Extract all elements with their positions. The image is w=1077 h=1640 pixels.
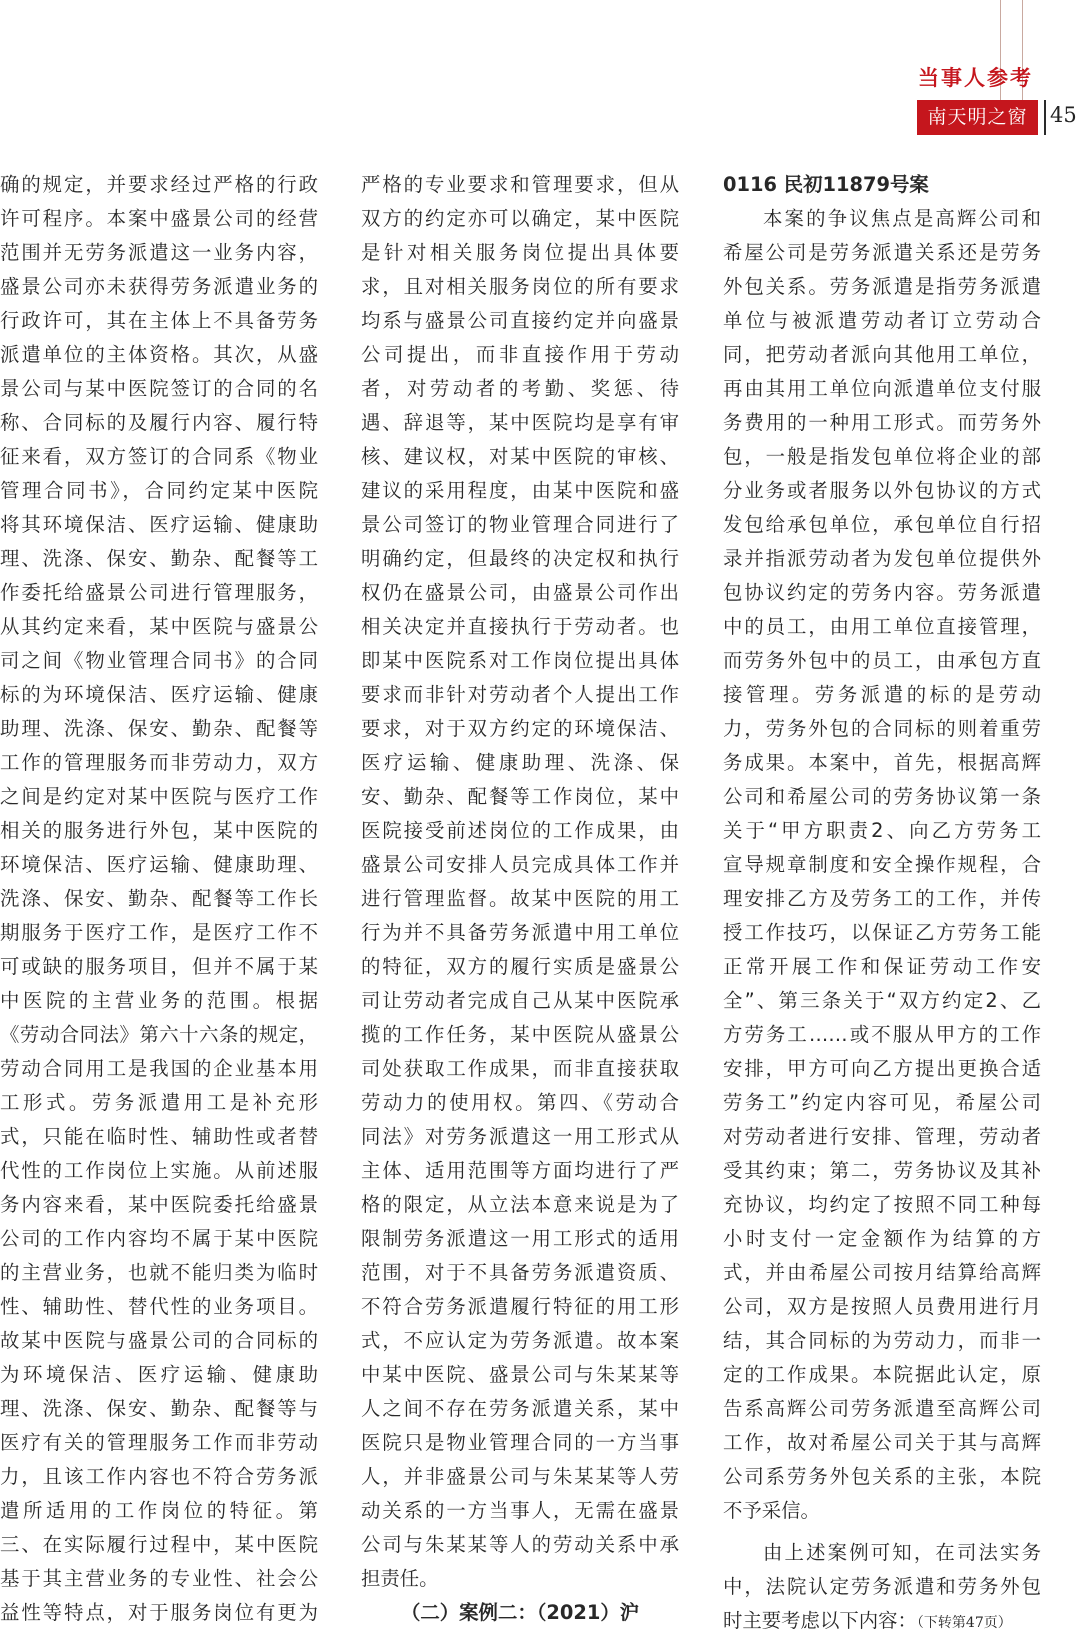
text-line: 而劳务外包中的员工，由承包方直 (723, 649, 1041, 672)
text-line: 再由其用工单位向派遣单位支付服 (723, 377, 1041, 400)
text-line: 环境保洁、医疗运输、健康助理、 (0, 853, 318, 876)
page-number: 45 (1050, 103, 1077, 127)
text-line: 正常开展工作和保证劳动工作安 (723, 955, 1041, 978)
text-line: 限制劳务派遣这一用工形式的适用 (361, 1227, 679, 1250)
text-line: 性、辅助性、替代性的业务项目。 (0, 1295, 318, 1318)
text-line: 受其约束；第二，劳务协议及其补 (723, 1159, 1041, 1182)
text-line: 中的员工，由用工单位直接管理， (723, 615, 1041, 638)
text-line: 权仍在盛景公司，由盛景公司作出 (361, 581, 679, 604)
text-line: 同法》对劳务派遣这一用工形式从 (361, 1125, 679, 1148)
text-line: 理、洗涤、保安、勤杂、配餐等工 (0, 547, 318, 570)
text-line: 双方的约定亦可以确定，某中医院 (361, 207, 679, 230)
text-line: 医院只是物业管理合同的一方当事 (361, 1431, 679, 1454)
text-line: 揽的工作任务，某中医院从盛景公 (361, 1023, 679, 1046)
paragraph-gap (723, 1528, 1041, 1536)
text-line: 求，且对相关服务岗位的所有要求 (361, 275, 679, 298)
text-line: 司之间《物业管理合同书》的合同 (0, 649, 318, 672)
text-line: 劳务工”约定内容可见，希屋公司 (723, 1091, 1041, 1114)
text-line: 故某中医院与盛景公司的合同标的 (0, 1329, 318, 1352)
text-line: 相关的服务进行外包，某中医院的 (0, 819, 318, 842)
text-line: 方劳务工……或不服从甲方的工作 (723, 1023, 1041, 1046)
text-line: 医疗有关的管理服务工作而非劳动 (0, 1431, 318, 1454)
text-line: 助理、洗涤、保安、勤杂、配餐等 (0, 717, 318, 740)
text-line: 核、建议权，对某中医院的审核、 (361, 445, 679, 468)
text-line: 劳动力的使用权。第四、《劳动合 (361, 1091, 679, 1114)
text-line: 安排，甲方可向乙方提出更换合适 (723, 1057, 1041, 1080)
text-line: 进行管理监督。故某中医院的用工 (361, 887, 679, 910)
text-line: 公司提出，而非直接作用于劳动 (361, 343, 679, 366)
text-column-right (723, 168, 1041, 1638)
text-line: 相关决定并直接执行于劳动者。也 (361, 615, 679, 638)
text-line: 同，把劳动者派向其他用工单位， (723, 343, 1041, 366)
text-line: 录并指派劳动者为发包单位提供外 (723, 547, 1041, 570)
text-line: 公司和希屋公司的劳务协议第一条 (723, 785, 1041, 808)
text-line: 景公司与某中医院签订的合同的名 (0, 377, 318, 400)
case-heading: （二）案例二：（2021）沪 (401, 1601, 640, 1624)
case-number: 0116 民初11879号案 (723, 173, 929, 196)
continued-note: （下转第47页） (916, 1615, 1012, 1631)
text-line: 建议的采用程度，由某中医院和盛 (361, 479, 679, 502)
text-line: 要求，对于双方约定的环境保洁、 (361, 717, 679, 740)
text-line: 是针对相关服务岗位提出具体要 (361, 241, 679, 264)
text-line: 对劳动者进行安排、管理，劳动者 (723, 1125, 1041, 1148)
text-line: 景公司签订的物业管理合同进行了 (361, 513, 679, 536)
text-line: 由上述案例可知，在司法实务 (763, 1541, 1041, 1564)
text-line: 授工作技巧，以保证乙方劳务工能 (723, 921, 1041, 944)
text-line: 不符合劳务派遣履行特征的用工形 (361, 1295, 679, 1318)
text-line: 可或缺的服务项目，但并不属于某 (0, 955, 318, 978)
text-line: 力，劳务外包的合同标的则着重劳 (723, 717, 1041, 740)
text-line: 益性等特点，对于服务岗位有更为 (0, 1601, 318, 1624)
text-line: 之间是约定对某中医院与医疗工作 (0, 785, 318, 808)
text-line: 工作，故对希屋公司关于其与高辉 (723, 1431, 1041, 1454)
text-line: 三、在实际履行过程中，某中医院 (0, 1533, 318, 1556)
text-line: 理、洗涤、保安、勤杂、配餐等与 (0, 1397, 318, 1420)
text-line: 《劳动合同法》第六十六条的规定， (0, 1023, 318, 1046)
text-line: 的主营业务，也就不能归类为临时 (0, 1261, 318, 1284)
text-line: 劳动合同用工是我国的企业基本用 (0, 1057, 318, 1080)
text-line: 中，法院认定劳务派遣和劳务外包 (723, 1575, 1041, 1598)
text-line (723, 1604, 1041, 1638)
text-line: 明确约定，但最终的决定权和执行 (361, 547, 679, 570)
text-line: 公司系劳务外包关系的主张，本院 (723, 1465, 1041, 1488)
text-line: 范围，对于不具备劳务派遣资质、 (361, 1261, 679, 1284)
text-line: 许可程序。本案中盛景公司的经营 (0, 207, 318, 230)
text-line: 行为并不具备劳务派遣中用工单位 (361, 921, 679, 944)
text-line: 理安排乙方及劳务工的工作，并传 (723, 887, 1041, 910)
text-line: 发包给承包单位，承包单位自行招 (723, 513, 1041, 536)
text-line: 洗涤、保安、勤杂、配餐等工作长 (0, 887, 318, 910)
text-line: 即某中医院系对工作岗位提出具体 (361, 649, 679, 672)
text-line: 全”、第三条关于“双方约定2、乙 (723, 989, 1041, 1012)
text-line: 医院接受前述岗位的工作成果，由 (361, 819, 679, 842)
text-line: 定的工作成果。本院据此认定，原 (723, 1363, 1041, 1386)
text-line: 人之间不存在劳务派遣关系，某中 (361, 1397, 679, 1420)
text-line: 代性的工作岗位上实施。从前述服 (0, 1159, 318, 1182)
text-line: 关于“甲方职责2、向乙方劳务工 (723, 819, 1041, 842)
text-line: 式，并由希屋公司按月结算给高辉 (723, 1261, 1041, 1284)
text-line: 严格的专业要求和管理要求，但从 (361, 173, 679, 196)
text-line: 外包关系。劳务派遣是指劳务派遣 (723, 275, 1041, 298)
text-line: 医疗运输、健康助理、洗涤、保 (361, 751, 679, 774)
text-line: 安、勤杂、配餐等工作岗位，某中 (361, 785, 679, 808)
text-column-middle (361, 168, 679, 1630)
text-line: 希屋公司是劳务派遣关系还是劳务 (723, 241, 1041, 264)
text-line: 务成果。本案中，首先，根据高辉 (723, 751, 1041, 774)
text-line: 工作的管理服务而非劳动力，双方 (0, 751, 318, 774)
text-line: 派遣单位的主体资格。其次，从盛 (0, 343, 318, 366)
text-line: 司处获取工作成果，而非直接获取 (361, 1057, 679, 1080)
text-line: 充协议，均约定了按照不同工种每 (723, 1193, 1041, 1216)
text-line: 将其环境保洁、医疗运输、健康助 (0, 513, 318, 536)
text-line: 确的规定，并要求经过严格的行政 (0, 173, 318, 196)
text-line: 称、合同标的及履行内容、履行特 (0, 411, 318, 434)
text-line: 从其约定来看，某中医院与盛景公 (0, 615, 318, 638)
text-line: 的特征，双方的履行实质是盛景公 (361, 955, 679, 978)
text-line: 为环境保洁、医疗运输、健康助 (0, 1363, 318, 1386)
text-line: 司让劳动者完成自己从某中医院承 (361, 989, 679, 1012)
section-label: 南天明之窗 (917, 100, 1038, 135)
text-line: 告系高辉公司劳务派遣至高辉公司 (723, 1397, 1041, 1420)
text-line: 遣所适用的工作岗位的特征。第 (0, 1499, 318, 1522)
text-line: 基于其主营业务的专业性、社会公 (0, 1567, 318, 1590)
text-line: 人，并非盛景公司与朱某某等人劳 (361, 1465, 679, 1488)
text-line: 公司的工作内容均不属于某中医院 (0, 1227, 318, 1250)
text-line: 征来看，双方签订的合同系《物业 (0, 445, 318, 468)
text-line: 不予采信。 (723, 1499, 820, 1522)
text-line: 力，且该工作内容也不符合劳务派 (0, 1465, 318, 1488)
text-line: 主体、适用范围等方面均进行了严 (361, 1159, 679, 1182)
text-line: 盛景公司亦未获得劳务派遣业务的 (0, 275, 318, 298)
text-line: 公司，双方是按照人员费用进行月 (723, 1295, 1041, 1318)
text-column-left (0, 168, 318, 1630)
text-line: 担责任。 (361, 1567, 439, 1590)
text-line: 包，一般是指发包单位将企业的部 (723, 445, 1041, 468)
text-line: 接管理。劳务派遣的标的是劳动 (723, 683, 1041, 706)
text-line: 均系与盛景公司直接约定并向盛景 (361, 309, 679, 332)
text-line: 遇、辞退等，某中医院均是享有审 (361, 411, 679, 434)
text-line: 要求而非针对劳动者个人提出工作 (361, 683, 679, 706)
text-line: 务内容来看，某中医院委托给盛景 (0, 1193, 318, 1216)
text-line: 小时支付一定金额作为结算的方 (723, 1227, 1041, 1250)
text-line: 务费用的一种用工形式。而劳务外 (723, 411, 1041, 434)
text-line: 分业务或者服务以外包协议的方式 (723, 479, 1041, 502)
text-line: 结，其合同标的为劳动力，而非一 (723, 1329, 1041, 1352)
text-line: 管理合同书》，合同约定某中医院 (0, 479, 318, 502)
text-line: 期服务于医疗工作，是医疗工作不 (0, 921, 318, 944)
text-line: 范围并无劳务派遣这一业务内容， (0, 241, 318, 264)
magazine-title: 当事人参考 (918, 66, 1033, 90)
text-line: 中某中医院、盛景公司与朱某某等 (361, 1363, 679, 1386)
text-line: 包协议约定的劳务内容。劳务派遣 (723, 581, 1041, 604)
text-line: 动关系的一方当事人，无需在盛景 (361, 1499, 679, 1522)
text-line: 工形式。劳务派遣用工是补充形 (0, 1091, 318, 1114)
text-line: 作委托给盛景公司进行管理服务， (0, 581, 318, 604)
text-line-content: 时主要考虑以下内容： (723, 1609, 917, 1632)
text-line: 盛景公司安排人员完成具体工作并 (361, 853, 679, 876)
text-line: 行政许可，其在主体上不具备劳务 (0, 309, 318, 332)
text-line: 式，不应认定为劳务派遣。故本案 (361, 1329, 679, 1352)
text-line: 式，只能在临时性、辅助性或者替 (0, 1125, 318, 1148)
text-line: 公司与朱某某等人的劳动关系中承 (361, 1533, 679, 1556)
text-line: 格的限定，从立法本意来说是为了 (361, 1193, 679, 1216)
text-line: 中医院的主营业务的范围。根据 (0, 989, 318, 1012)
text-line: 本案的争议焦点是高辉公司和 (763, 207, 1041, 230)
text-line: 者，对劳动者的考勤、奖惩、待 (361, 377, 679, 400)
header-divider (1044, 100, 1046, 135)
text-line: 单位与被派遣劳动者订立劳动合 (723, 309, 1041, 332)
text-line: 标的为环境保洁、医疗运输、健康 (0, 683, 318, 706)
text-line: 宣导规章制度和安全操作规程，合 (723, 853, 1041, 876)
